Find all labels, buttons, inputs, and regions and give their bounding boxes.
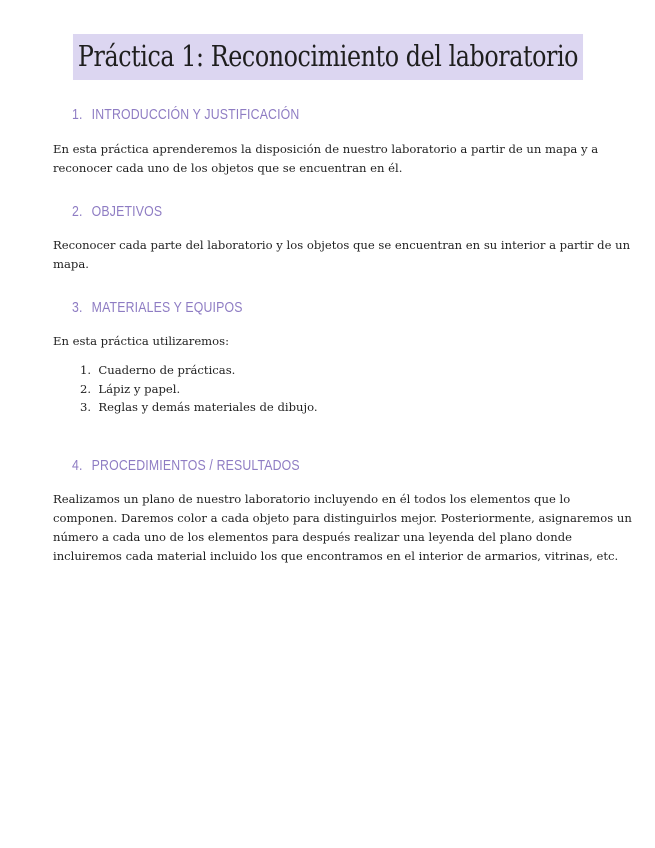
section-number: 4. xyxy=(72,457,83,474)
section-heading-introduccion xyxy=(72,106,299,123)
list-item-text: Lápiz y papel. xyxy=(98,381,181,396)
list-item-text: Cuaderno de prácticas. xyxy=(98,363,236,377)
section-title: INTRODUCCIÓN Y JUSTIFICACIÓN xyxy=(91,106,300,123)
section-number: 2. xyxy=(72,203,83,220)
section-paragraph-introduccion: En esta práctica aprenderemos la disposición de nuestro laboratorio a partir de un mapa y a reconocer cada uno de los objetos que se encuentran en él. xyxy=(53,142,599,175)
title-container xyxy=(0,34,655,80)
section-paragraph-objetivos: Reconocer cada parte del laboratorio y los objetos que se encuentran en su interior a partir de un mapa. xyxy=(53,238,631,271)
list-item-number: 2. xyxy=(79,381,91,396)
section-number: 3. xyxy=(72,299,83,316)
list-item-text: Reglas y demás materiales de dibujo. xyxy=(98,400,318,414)
page-title: Práctica 1: Reconocimiento del laboratorio xyxy=(72,34,582,80)
section-paragraph-materiales: En esta práctica utilizaremos: xyxy=(53,334,230,348)
materials-list xyxy=(53,361,318,417)
section-paragraph-procedimientos: Realizamos un plano de nuestro laboratorio incluyendo en él todos los elementos que lo componen. Daremos color a cada objeto para distinguirlos mejor. Posteriormente, asignaremos un número a cada uno de los elementos para después realizar una leyenda del plano donde incluiremos cada material incluido los que encontramos en el interior de armarios, vitrinas, etc. xyxy=(53,492,632,563)
list-item-number: 1. xyxy=(79,363,91,377)
list-item-number: 3. xyxy=(79,400,91,414)
section-heading-objetivos xyxy=(72,203,162,220)
section-heading-materiales xyxy=(72,299,243,316)
list-item xyxy=(53,361,318,380)
section-title: OBJETIVOS xyxy=(91,203,163,220)
section-title: PROCEDIMIENTOS / RESULTADOS xyxy=(91,457,300,474)
section-heading-procedimientos xyxy=(72,457,300,474)
section-number: 1. xyxy=(72,106,83,123)
list-item xyxy=(53,398,318,417)
list-item xyxy=(53,380,318,399)
section-title: MATERIALES Y EQUIPOS xyxy=(91,299,243,316)
